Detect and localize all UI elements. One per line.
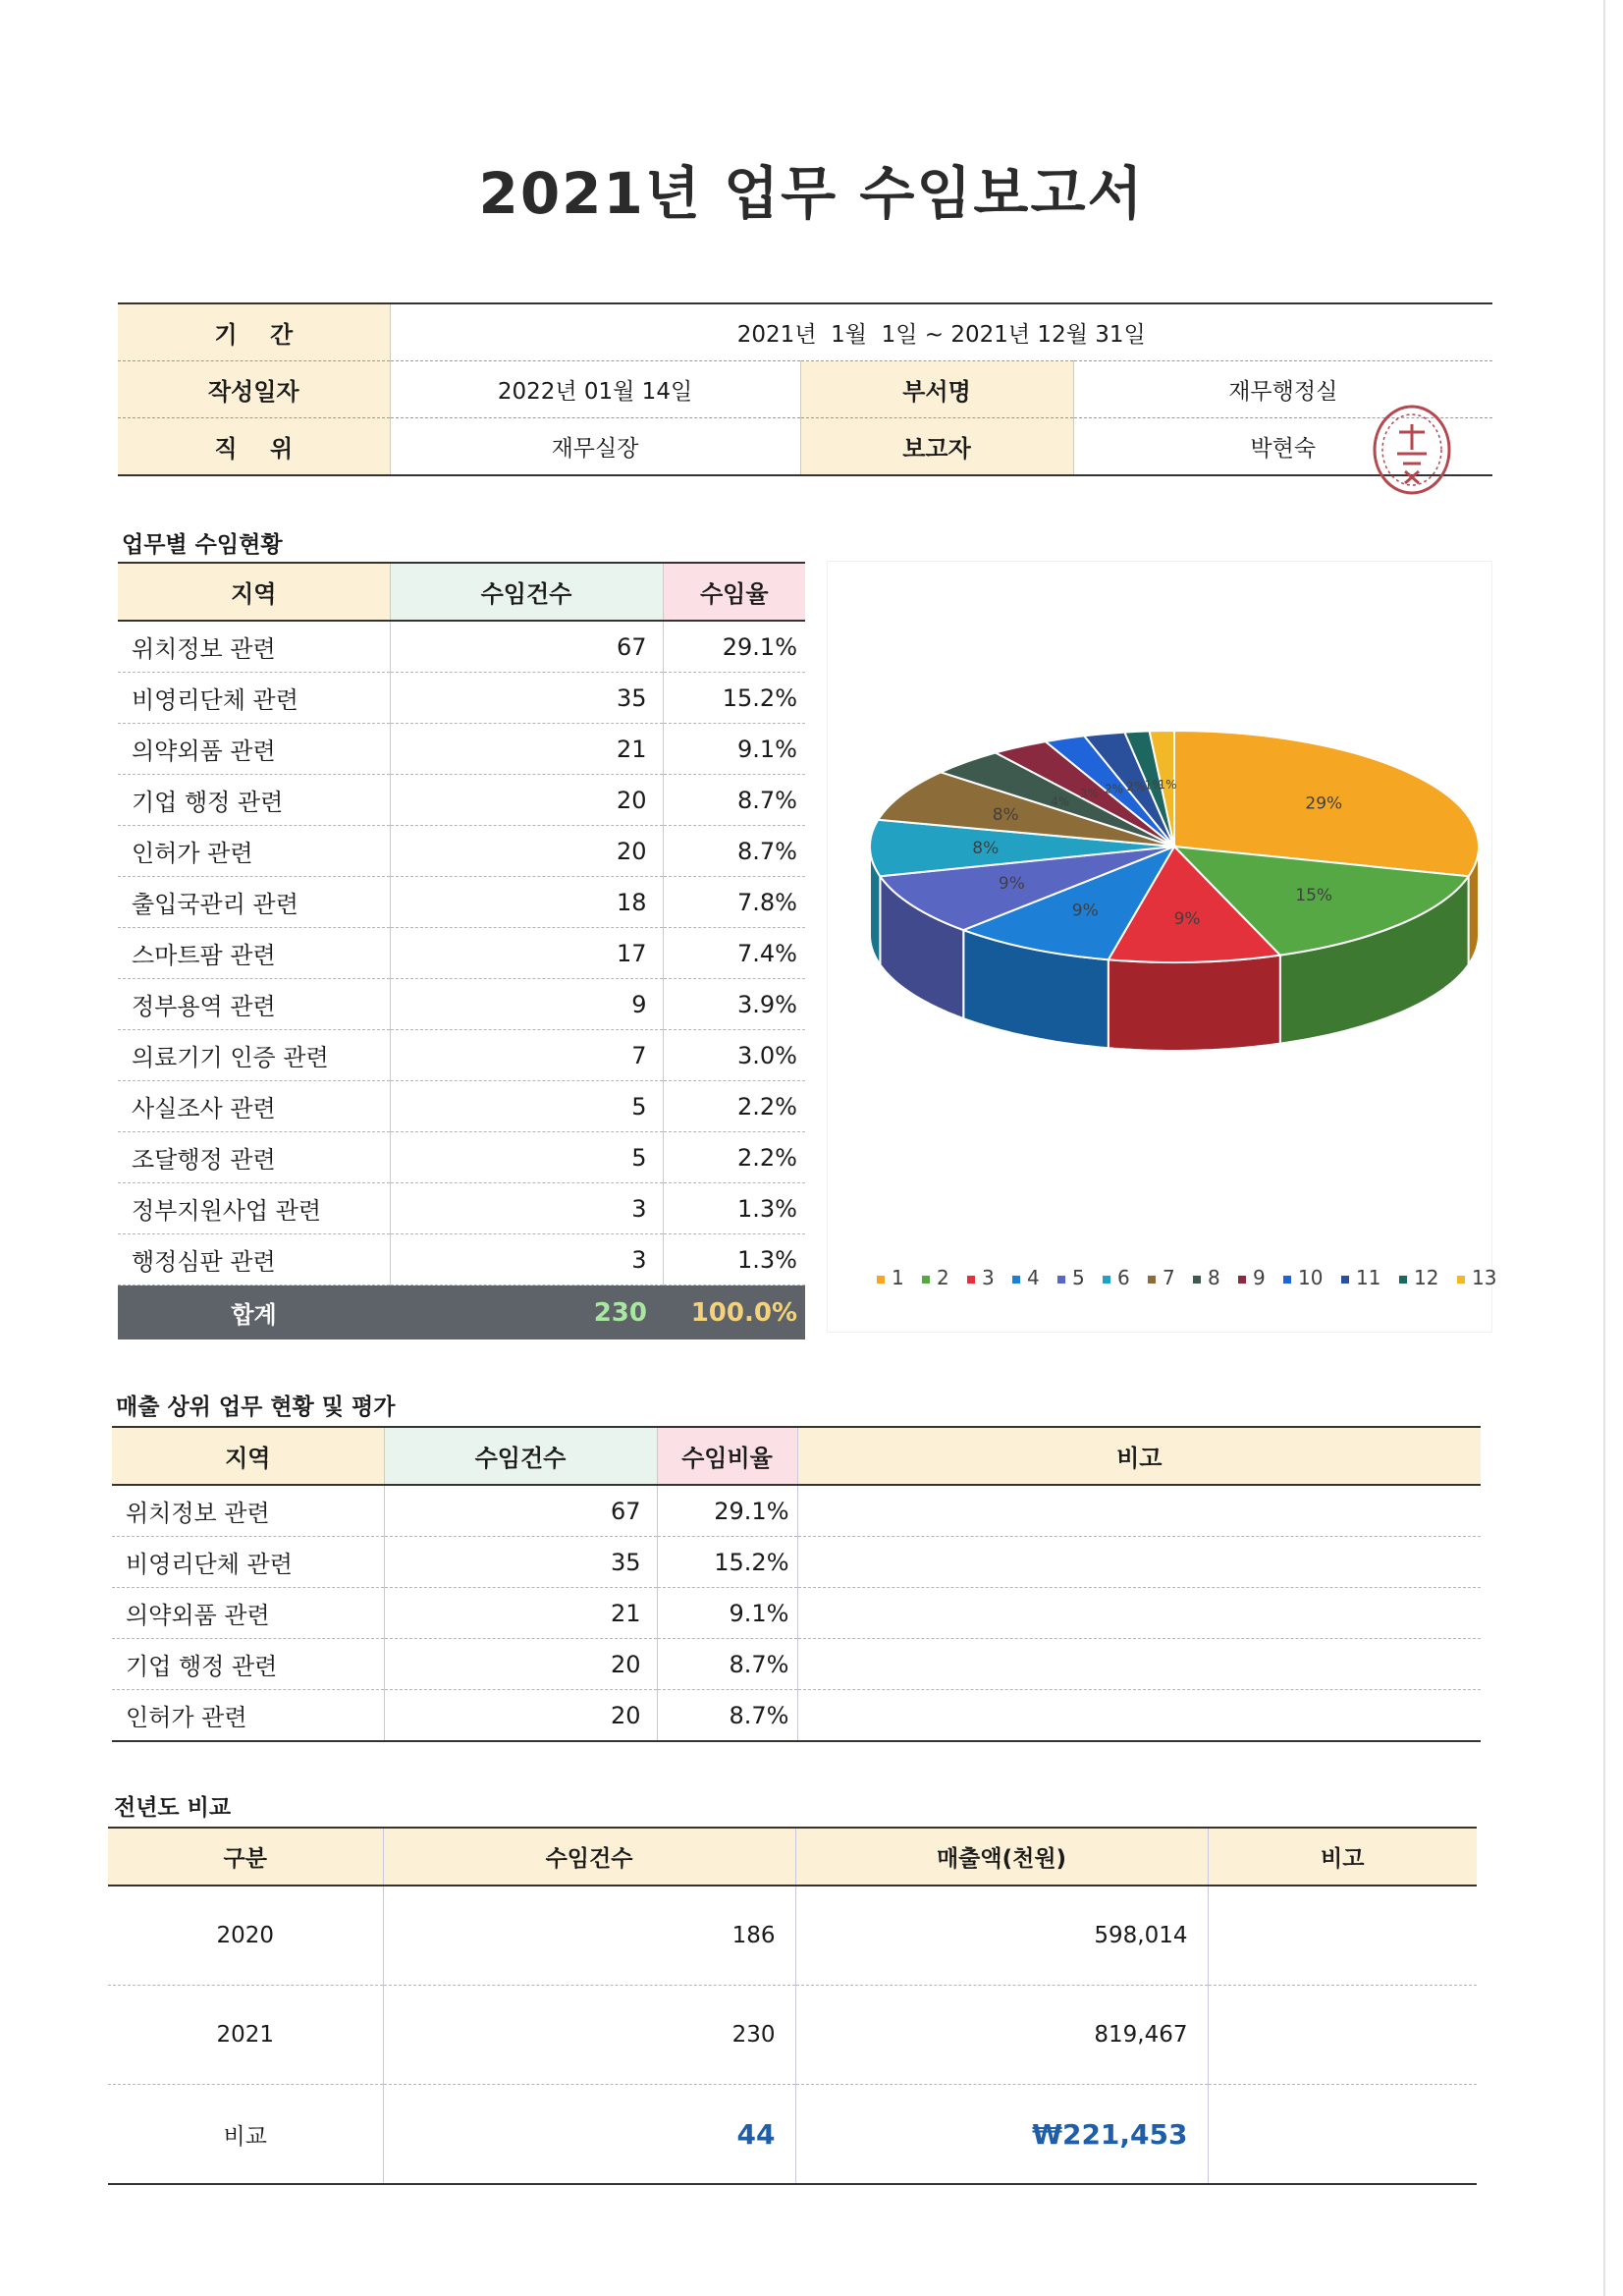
stats-row-count: 3 (390, 1183, 663, 1234)
top-row-count: 67 (384, 1485, 657, 1537)
stats-row-name: 정부용역 관련 (118, 979, 390, 1030)
pie-legend (877, 1266, 1496, 1289)
pie-chart-svg (828, 562, 1497, 1332)
date-value: 2022년 01월 14일 (390, 361, 800, 418)
pie-slice-label-5: 9% (998, 874, 1025, 895)
stats-row-name: 사실조사 관련 (118, 1081, 390, 1132)
pie-legend-label-12: 12 (1414, 1266, 1439, 1289)
compare-header-sales: 매출액(천원) (795, 1828, 1208, 1886)
top-row (112, 1690, 1481, 1742)
period-label: 기 간 (118, 303, 390, 361)
stats-row (118, 775, 805, 826)
compare-header-note: 비고 (1208, 1828, 1477, 1886)
compare-row (108, 2085, 1477, 2185)
top-header-rate: 수임비율 (657, 1427, 797, 1485)
pie-legend-label-5: 5 (1072, 1266, 1085, 1289)
top-row-note (797, 1485, 1481, 1537)
top-row-rate: 15.2% (657, 1537, 797, 1588)
pie-legend-swatch-5 (1057, 1276, 1065, 1284)
stats-row-count: 7 (390, 1030, 663, 1081)
pie-legend-swatch-8 (1193, 1276, 1201, 1284)
top-row-rate: 29.1% (657, 1485, 797, 1537)
pie-legend-swatch-2 (922, 1276, 930, 1284)
pie-legend-label-13: 13 (1472, 1266, 1497, 1289)
stats-row-name: 정부지원사업 관련 (118, 1183, 390, 1234)
stats-row-count: 20 (390, 826, 663, 877)
top-row-note (797, 1639, 1481, 1690)
stats-row-count: 17 (390, 928, 663, 979)
stats-row-count: 67 (390, 621, 663, 673)
compare-row-count: 186 (383, 1886, 795, 1986)
top-table (112, 1426, 1481, 1742)
pie-legend-swatch-3 (967, 1276, 975, 1284)
pie-legend-label-8: 8 (1208, 1266, 1220, 1289)
pie-slice-label-8: 4% (1051, 794, 1070, 809)
stats-header-region: 지역 (118, 563, 390, 621)
top-row-name: 의약외품 관련 (112, 1588, 384, 1639)
pie-legend-label-2: 2 (937, 1266, 949, 1289)
top-row-note (797, 1690, 1481, 1742)
stats-row-count: 3 (390, 1234, 663, 1285)
pie-legend-swatch-7 (1148, 1276, 1156, 1284)
pie-slice-label-12: 1% (1144, 778, 1163, 793)
reporter-label: 보고자 (800, 418, 1073, 476)
compare-row-note (1208, 2085, 1477, 2185)
compare-row-count: 230 (383, 1986, 795, 2085)
stats-row-count: 9 (390, 979, 663, 1030)
top-row-count: 20 (384, 1690, 657, 1742)
pie-slice-label-10: 2% (1104, 782, 1124, 796)
stats-row-name: 조달행정 관련 (118, 1132, 390, 1183)
stats-total-rate: 100.0% (663, 1285, 805, 1340)
top-row-rate: 8.7% (657, 1690, 797, 1742)
stats-total-label: 합계 (118, 1285, 390, 1340)
top-row (112, 1588, 1481, 1639)
top-row-name: 인허가 관련 (112, 1690, 384, 1742)
pie-slice-label-13: 1% (1158, 778, 1177, 793)
stats-row-rate: 1.3% (663, 1183, 805, 1234)
pie-legend-label-9: 9 (1253, 1266, 1266, 1289)
stats-row-rate: 29.1% (663, 621, 805, 673)
page-edge (1603, 0, 1605, 2296)
stats-row-count: 5 (390, 1081, 663, 1132)
stats-row-rate: 9.1% (663, 724, 805, 775)
top-row-rate: 9.1% (657, 1588, 797, 1639)
pie-legend-label-10: 10 (1298, 1266, 1324, 1289)
pie-legend-label-1: 1 (892, 1266, 904, 1289)
stats-row-rate: 3.9% (663, 979, 805, 1030)
stats-row-name: 출입국관리 관련 (118, 877, 390, 928)
pie-slice-label-9: 3% (1079, 787, 1099, 801)
pie-legend-swatch-1 (877, 1276, 885, 1284)
stats-row-count: 35 (390, 673, 663, 724)
pie-legend-label-3: 3 (982, 1266, 995, 1289)
stats-row-name: 행정심판 관련 (118, 1234, 390, 1285)
date-label: 작성일자 (118, 361, 390, 418)
stats-row-rate: 3.0% (663, 1030, 805, 1081)
compare-row-sales: 598,014 (795, 1886, 1208, 1986)
stats-row-name: 의약외품 관련 (118, 724, 390, 775)
stats-row-rate: 15.2% (663, 673, 805, 724)
compare-row (108, 1886, 1477, 1986)
top-row-count: 20 (384, 1639, 657, 1690)
stats-row (118, 1081, 805, 1132)
top-row-count: 35 (384, 1537, 657, 1588)
top-row (112, 1485, 1481, 1537)
stats-row-count: 20 (390, 775, 663, 826)
pie-legend-swatch-4 (1012, 1276, 1020, 1284)
pie-legend-label-4: 4 (1027, 1266, 1040, 1289)
position-value: 재무실장 (390, 418, 800, 476)
compare-section-title: 전년도 비교 (114, 1795, 232, 1821)
compare-header-count: 수임건수 (383, 1828, 795, 1886)
compare-row-label: 비교 (108, 2085, 383, 2185)
pie-slice-label-3: 9% (1173, 909, 1201, 929)
stats-row (118, 877, 805, 928)
compare-row-note (1208, 1886, 1477, 1986)
pie-slice-label-7: 8% (992, 805, 1019, 826)
stats-row (118, 1234, 805, 1285)
stats-row (118, 1030, 805, 1081)
top-row (112, 1639, 1481, 1690)
top-row-count: 21 (384, 1588, 657, 1639)
pie-slice-side-3 (1109, 956, 1280, 1051)
top-row-name: 기업 행정 관련 (112, 1639, 384, 1690)
stats-total-count: 230 (390, 1285, 663, 1340)
stats-row (118, 673, 805, 724)
stats-row (118, 724, 805, 775)
stats-header-count: 수임건수 (390, 563, 663, 621)
compare-row-label: 2021 (108, 1986, 383, 2085)
compare-row-sales: ₩221,453 (795, 2085, 1208, 2185)
top-row-note (797, 1537, 1481, 1588)
compare-row-sales: 819,467 (795, 1986, 1208, 2085)
stats-row-count: 5 (390, 1132, 663, 1183)
stats-row (118, 621, 805, 673)
stats-total-row (118, 1285, 805, 1340)
compare-row-count: 44 (383, 2085, 795, 2185)
pie-legend-swatch-13 (1457, 1276, 1465, 1284)
pie-legend-swatch-10 (1283, 1276, 1291, 1284)
stats-table (118, 562, 805, 1339)
top-row-note (797, 1588, 1481, 1639)
pie-slice-label-1: 29% (1305, 793, 1343, 814)
stats-row-count: 18 (390, 877, 663, 928)
stats-row-name: 인허가 관련 (118, 826, 390, 877)
top-header-count: 수임건수 (384, 1427, 657, 1485)
position-label: 직 위 (118, 418, 390, 476)
stats-row-name: 의료기기 인증 관련 (118, 1030, 390, 1081)
compare-header-type: 구분 (108, 1828, 383, 1886)
compare-row (108, 1986, 1477, 2085)
stats-row-rate: 8.7% (663, 826, 805, 877)
pie-slice-label-4: 9% (1071, 901, 1099, 921)
period-value: 2021년 1월 1일 ~ 2021년 12월 31일 (390, 303, 1492, 361)
stats-row-name: 비영리단체 관련 (118, 673, 390, 724)
pie-slice-label-2: 15% (1295, 886, 1333, 906)
stats-row-name: 스마트팜 관련 (118, 928, 390, 979)
pie-chart (828, 562, 1497, 1332)
pie-legend-label-6: 6 (1117, 1266, 1130, 1289)
stats-row (118, 1183, 805, 1234)
stats-row-rate: 1.3% (663, 1234, 805, 1285)
pie-legend-label-7: 7 (1163, 1266, 1175, 1289)
stats-row-rate: 2.2% (663, 1081, 805, 1132)
stats-section-title: 업무별 수임현황 (122, 532, 283, 558)
page-title: 2021년 업무 수임보고서 (478, 160, 1145, 227)
stats-row-rate: 8.7% (663, 775, 805, 826)
stats-row (118, 1132, 805, 1183)
compare-row-label: 2020 (108, 1886, 383, 1986)
top-header-note: 비고 (797, 1427, 1481, 1485)
top-row (112, 1537, 1481, 1588)
pie-legend-swatch-9 (1238, 1276, 1246, 1284)
dept-value: 재무행정실 (1073, 361, 1492, 418)
pie-slice-label-6: 8% (972, 839, 1000, 858)
pie-slice-label-11: 2% (1126, 779, 1146, 793)
red-seal-stamp-icon (1370, 403, 1454, 497)
stats-row-rate: 7.4% (663, 928, 805, 979)
dept-label: 부서명 (800, 361, 1073, 418)
top-section-title: 매출 상위 업무 현황 및 평가 (116, 1394, 396, 1420)
info-table (118, 302, 1492, 476)
pie-legend-swatch-6 (1103, 1276, 1110, 1284)
stats-row-name: 기업 행정 관련 (118, 775, 390, 826)
stats-row (118, 928, 805, 979)
stats-row-count: 21 (390, 724, 663, 775)
stats-row-name: 위치정보 관련 (118, 621, 390, 673)
pie-legend-swatch-11 (1341, 1276, 1349, 1284)
reporter-name: 박현숙 (1250, 436, 1317, 462)
top-row-name: 비영리단체 관련 (112, 1537, 384, 1588)
stats-row-rate: 2.2% (663, 1132, 805, 1183)
stats-row (118, 826, 805, 877)
compare-table (108, 1827, 1477, 2185)
pie-legend-swatch-12 (1399, 1276, 1407, 1284)
stats-header-rate: 수임율 (663, 563, 805, 621)
stats-row-rate: 7.8% (663, 877, 805, 928)
top-row-rate: 8.7% (657, 1639, 797, 1690)
top-header-region: 지역 (112, 1427, 384, 1485)
compare-row-note (1208, 1986, 1477, 2085)
top-row-name: 위치정보 관련 (112, 1485, 384, 1537)
pie-legend-label-11: 11 (1356, 1266, 1381, 1289)
stats-row (118, 979, 805, 1030)
